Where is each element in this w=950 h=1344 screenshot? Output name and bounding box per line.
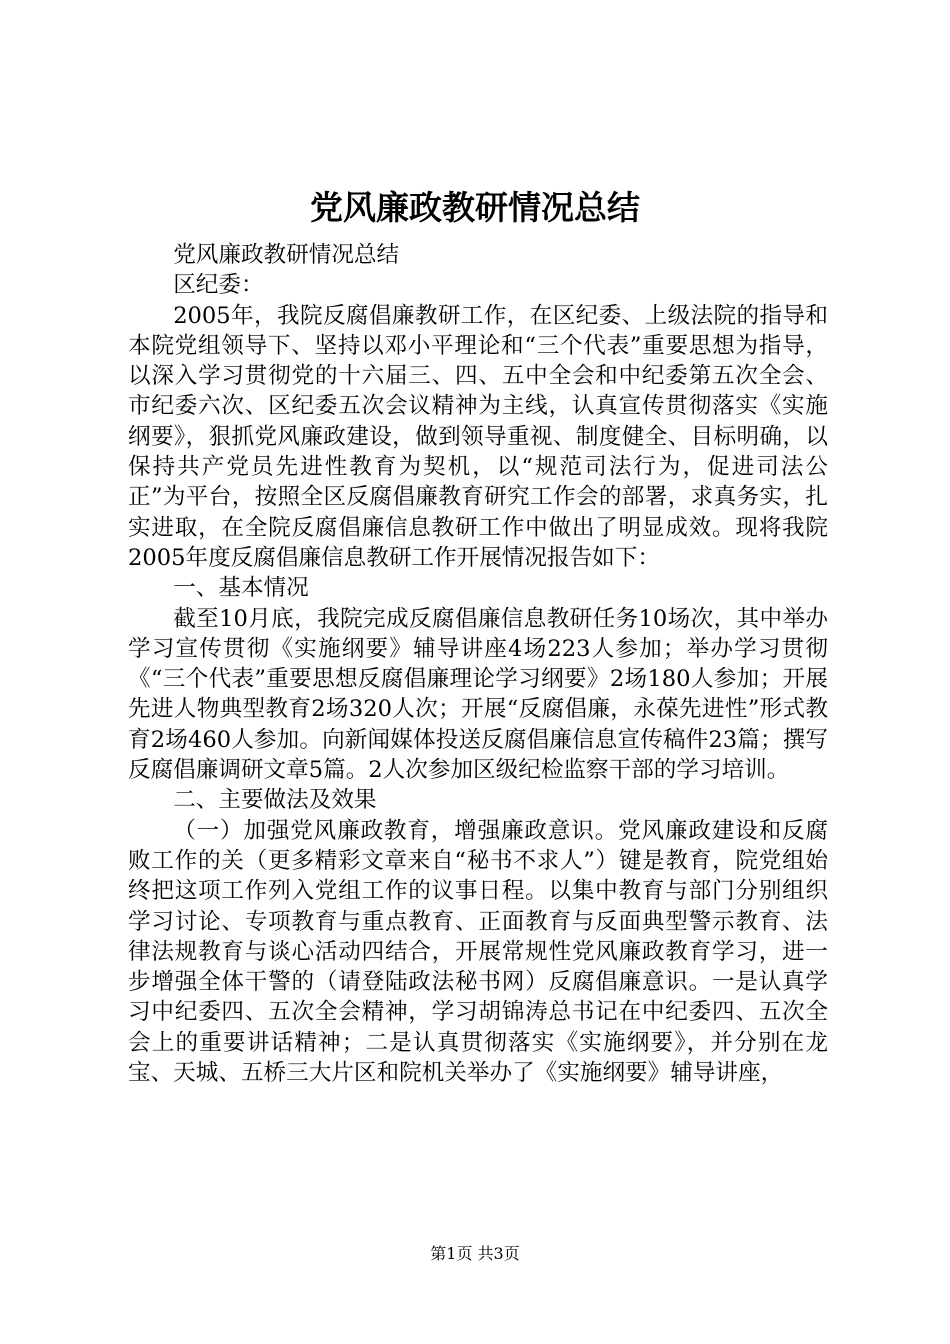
section-heading-main-practices: 二、主要做法及效果: [173, 787, 377, 814]
body-salutation: 区纪委：: [173, 272, 264, 299]
document-body: [128, 240, 828, 1088]
section-heading-basic-situation: 一、基本情况: [173, 575, 309, 602]
document-title: 党风廉政教研情况总结: [310, 188, 640, 227]
body-paragraph-intro: 2005年，我院反腐倡廉教研工作，在区纪委、上级法院的指导和本院党组领导下、坚持以邓小平理论和“三个代表”重要思想为指导，以深入学习贯彻党的十六届三、四、五中全会和中纪委第五次全会、市纪委六次、区纪委五次会议精神为主线，认真宣传贯彻落实《实施纲要》，狠抓党风廉政建设，做到领导重视、制度健全、目标明确，以保持共产党员先进性教育为契机，以“规范司法行为，促进司法公正”为平台，按照全区反腐倡廉教育研究工作会的部署，求真务实，扎实进取，在全院反腐倡廉信息教研工作中做出了明显成效。现将我院2005年度反腐倡廉信息教研工作开展情况报告如下：: [128, 302, 828, 571]
body-paragraph-basic-situation: 截至10月底，我院完成反腐倡廉信息教研任务10场次，其中举办学习宣传贯彻《实施纲要》辅导讲座4场223人参加；举办学习贯彻《“三个代表”重要思想反腐倡廉理论学习纲要》2场180人参加；开展先进人物典型教育2场320人次；开展“反腐倡廉，永葆先进性”形式教育2场460人参加。向新闻媒体投送反腐倡廉信息宣传稿件23篇；撰写反腐倡廉调研文章5篇。2人次参加区级纪检监察干部的学习培训。: [128, 605, 828, 784]
body-paragraph-practices-1: （一）加强党风廉政教育，增强廉政意识。党风廉政建设和反腐败工作的关（更多精彩文章来自“秘书不求人”）键是教育，院党组始终把这项工作列入党组工作的议事日程。以集中教育与部门分别组织学习讨论、专项教育与重点教育、正面教育与反面典型警示教育、法律法规教育与谈心活动四结合，开展常规性党风廉政教育学习，进一步增强全体干警的（请登陆政法秘书网）反腐倡廉意识。一是认真学习中纪委四、五次全会精神，学习胡锦涛总书记在中纪委四、五次全会上的重要讲话精神；二是认真贯彻落实《实施纲要》，并分别在龙宝、天城、五桥三大片区和院机关举办了《实施纲要》辅导讲座，: [128, 817, 828, 1087]
body-subtitle: 党风廉政教研情况总结: [173, 242, 400, 268]
page-footer: 第1页 共3页: [430, 1244, 520, 1263]
